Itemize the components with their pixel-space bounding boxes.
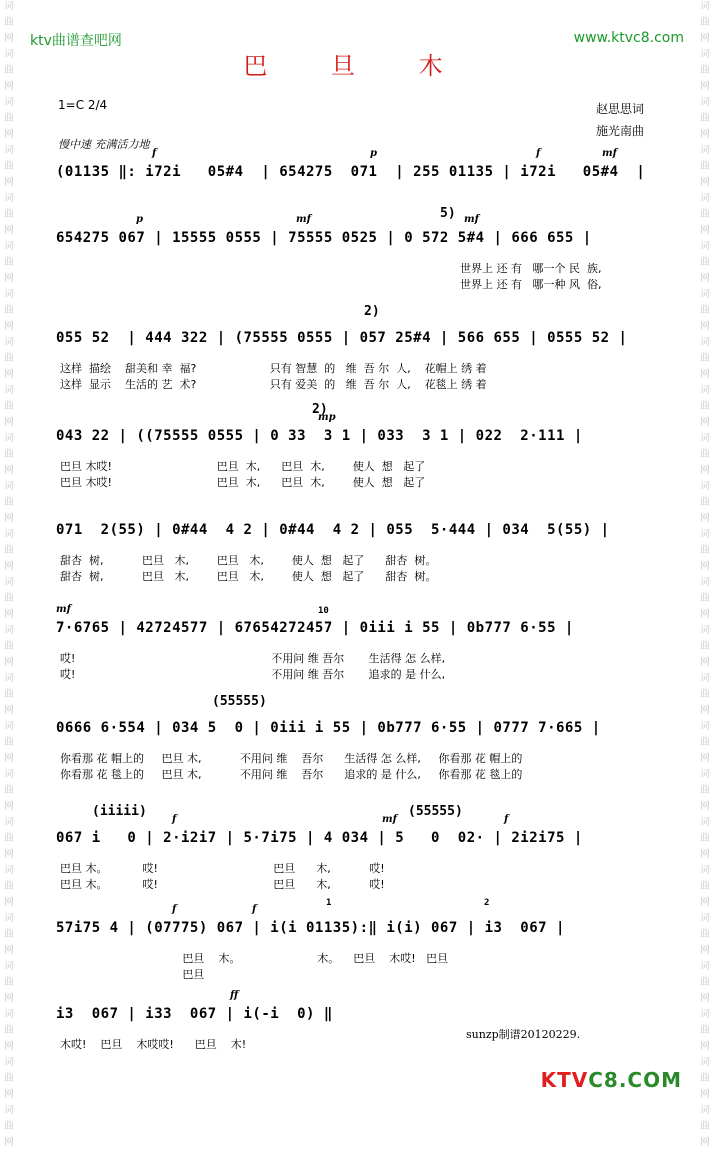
watermark-char: 网 [4, 1137, 14, 1148]
lyric-row: 这样 显示 生活的 艺 术? 只有 爱美 的 维 吾 尔 人, 花毯上 绣 着 [60, 378, 487, 391]
watermark-char: 曲 [4, 257, 14, 268]
watermark-char: 曲 [700, 353, 710, 364]
watermark-char: 网 [4, 849, 14, 860]
score-line [56, 898, 656, 981]
watermark-char: 词 [700, 337, 710, 348]
watermark-char: 词 [4, 433, 14, 444]
watermark-char: 网 [700, 705, 710, 716]
lyric-row: 甜杏 树, 巴旦 木, 巴旦 木, 使人 想 起了 甜杏 树。 [60, 554, 437, 567]
score-line [56, 804, 656, 891]
lyric-row: 哎! 不用问 维 吾尔 生活得 怎 么样, [60, 652, 446, 665]
watermark-char: 网 [700, 801, 710, 812]
watermark-char: 词 [700, 1105, 710, 1116]
watermark-char: 曲 [4, 305, 14, 316]
watermark-char: 曲 [700, 161, 710, 172]
watermark-char: 网 [700, 369, 710, 380]
notation-row: 654275 067 | 15555 0555 | 75555 0525 | 0 572 5#4 | 666 655 | [56, 230, 592, 246]
watermark-char: 词 [4, 1105, 14, 1116]
watermark-char: 网 [4, 561, 14, 572]
watermark-char: 词 [700, 817, 710, 828]
dynamic-marking: mf [56, 604, 71, 615]
dynamic-marking: mf [602, 148, 617, 159]
score-line [56, 694, 656, 781]
dynamic-marking: f [252, 904, 257, 915]
watermark-char: 网 [700, 33, 710, 44]
dynamic-marking: p [136, 214, 143, 225]
watermark-char: 词 [700, 433, 710, 444]
site-logo[interactable] [541, 1068, 682, 1092]
notation-row: 0666 6·554 | 034 5 0 | 0iii i 55 | 0b777 6·55 | 0777 7·665 | [56, 720, 601, 736]
watermark-char: 网 [4, 753, 14, 764]
watermark-char: 词 [4, 529, 14, 540]
lyric-row: 巴旦 木。 木。 巴旦 木哎! 巴旦 [60, 952, 449, 965]
bracket-annotation: (55555) [212, 694, 267, 709]
notation-row: 071 2(55) | 0#44 4 2 | 0#44 4 2 | 055 5·444 | 034 5(55) | [56, 522, 610, 538]
watermark-char: 曲 [4, 737, 14, 748]
watermark-char: 曲 [4, 449, 14, 460]
watermark-char: 曲 [4, 17, 14, 28]
watermark-char: 网 [700, 897, 710, 908]
watermark-char: 网 [4, 801, 14, 812]
watermark-char: 词 [700, 961, 710, 972]
site-url-right[interactable]: www.ktvc8.com [573, 30, 684, 46]
watermark-char: 词 [4, 913, 14, 924]
watermark-column-right [698, 0, 712, 1152]
lyric-row: 哎! 不用问 维 吾尔 追求的 是 什么, [60, 668, 446, 681]
watermark-char: 曲 [700, 545, 710, 556]
watermark-char: 词 [700, 385, 710, 396]
watermark-char: 词 [700, 1, 710, 12]
bracket-annotation: (55555) [408, 804, 463, 819]
watermark-char: 网 [700, 993, 710, 1004]
watermark-char: 曲 [700, 1073, 710, 1084]
watermark-char: 曲 [4, 1025, 14, 1036]
watermark-char: 词 [4, 145, 14, 156]
watermark-char: 曲 [4, 785, 14, 796]
watermark-char: 词 [4, 1057, 14, 1068]
watermark-char: 曲 [700, 1025, 710, 1036]
watermark-char: 词 [4, 577, 14, 588]
dynamic-marking: f [172, 814, 177, 825]
bracket-annotation: 2) [364, 304, 380, 319]
watermark-char: 网 [700, 1089, 710, 1100]
watermark-char: 词 [4, 769, 14, 780]
watermark-char: 曲 [700, 641, 710, 652]
key-signature: 1=C 2/4 [58, 98, 108, 112]
watermark-char: 曲 [700, 65, 710, 76]
watermark-char: 网 [4, 33, 14, 44]
watermark-char: 网 [700, 321, 710, 332]
watermark-char: 网 [700, 273, 710, 284]
watermark-char: 曲 [700, 689, 710, 700]
watermark-char: 网 [700, 1041, 710, 1052]
watermark-char: 曲 [4, 977, 14, 988]
logo-part-b: C8.COM [588, 1068, 682, 1092]
score-line [56, 148, 656, 180]
lyric-row: 世界上 还 有 哪一种 风 俗, [460, 278, 602, 291]
watermark-char: 曲 [700, 257, 710, 268]
watermark-char: 曲 [700, 17, 710, 28]
watermark-char: 词 [4, 1, 14, 12]
watermark-char: 曲 [4, 929, 14, 940]
watermark-char: 词 [700, 625, 710, 636]
watermark-char: 曲 [700, 929, 710, 940]
watermark-char: 网 [4, 705, 14, 716]
watermark-char: 网 [700, 225, 710, 236]
watermark-char: 曲 [700, 785, 710, 796]
watermark-char: 词 [4, 865, 14, 876]
watermark-char: 词 [4, 625, 14, 636]
watermark-char: 曲 [4, 545, 14, 556]
lyric-row: 这样 描绘 甜美和 幸 福? 只有 智慧 的 维 吾 尔 人, 花帽上 绣 着 [60, 362, 487, 375]
watermark-char: 词 [4, 673, 14, 684]
watermark-char: 曲 [700, 113, 710, 124]
dynamic-marking: ff [230, 990, 239, 1001]
lyric-row: 巴旦 木。 哎! 巴旦 木, 哎! [60, 862, 385, 875]
watermark-char: 词 [700, 97, 710, 108]
notation-row: (01135 ‖: i72i 05#4 | 654275 071 | 255 01135 | i72i 05#4 | [56, 164, 646, 180]
watermark-char: 词 [700, 1057, 710, 1068]
notation-row: 055 52 | 444 322 | (75555 0555 | 057 25#4 | 566 655 | 0555 52 | [56, 330, 628, 346]
lyric-row: 巴旦 木哎! 巴旦 木, 巴旦 木, 使人 想 起了 [60, 476, 426, 489]
notation-row: i3 067 | i33 067 | i(-i 0) ‖ [56, 1006, 333, 1022]
watermark-char: 词 [4, 1009, 14, 1020]
watermark-char: 词 [4, 721, 14, 732]
dynamic-marking: mf [464, 214, 479, 225]
bracket-annotation: 10 [318, 606, 329, 616]
watermark-char: 网 [4, 273, 14, 284]
watermark-char: 曲 [700, 401, 710, 412]
watermark-char: 曲 [700, 881, 710, 892]
watermark-char: 曲 [4, 641, 14, 652]
watermark-char: 曲 [700, 305, 710, 316]
watermark-char: 词 [4, 289, 14, 300]
watermark-char: 词 [700, 673, 710, 684]
watermark-char: 网 [4, 417, 14, 428]
watermark-char: 网 [4, 321, 14, 332]
watermark-char: 曲 [4, 353, 14, 364]
watermark-char: 曲 [4, 689, 14, 700]
watermark-char: 网 [4, 513, 14, 524]
score-line [56, 522, 656, 583]
watermark-char: 词 [4, 961, 14, 972]
watermark-char: 词 [4, 337, 14, 348]
watermark-char: 网 [700, 609, 710, 620]
watermark-char: 网 [4, 129, 14, 140]
volta-number: 1 [326, 898, 332, 908]
watermark-char: 词 [700, 289, 710, 300]
watermark-char: 曲 [700, 737, 710, 748]
watermark-char: 词 [700, 145, 710, 156]
watermark-char: 词 [700, 721, 710, 732]
lyric-row: 木哎! 巴旦 木哎哎! 巴旦 木! [60, 1038, 247, 1051]
watermark-char: 曲 [4, 881, 14, 892]
dynamic-marking: p [370, 148, 377, 159]
bracket-annotation: (iiiii) [92, 804, 147, 819]
dynamic-marking: mf [296, 214, 311, 225]
watermark-char: 网 [700, 513, 710, 524]
watermark-column-left [2, 0, 16, 1152]
watermark-char: 曲 [4, 1073, 14, 1084]
watermark-char: 词 [4, 97, 14, 108]
watermark-char: 词 [4, 385, 14, 396]
watermark-char: 曲 [4, 65, 14, 76]
watermark-char: 网 [4, 1041, 14, 1052]
watermark-char: 词 [700, 49, 710, 60]
watermark-char: 网 [4, 609, 14, 620]
watermark-char: 曲 [700, 1121, 710, 1132]
watermark-char: 词 [4, 241, 14, 252]
watermark-char: 曲 [4, 1121, 14, 1132]
watermark-char: 词 [700, 769, 710, 780]
watermark-char: 网 [700, 753, 710, 764]
watermark-char: 曲 [4, 209, 14, 220]
watermark-char: 曲 [4, 161, 14, 172]
dynamic-marking: mf [382, 814, 397, 825]
watermark-char: 词 [700, 865, 710, 876]
lyric-row: 世界上 还 有 哪一个 民 族, [460, 262, 602, 275]
watermark-char: 网 [4, 657, 14, 668]
watermark-char: 曲 [700, 209, 710, 220]
watermark-char: 网 [4, 1089, 14, 1100]
watermark-char: 网 [4, 465, 14, 476]
watermark-char: 曲 [4, 401, 14, 412]
transcriber-credit: sunzp制谱20120229. [466, 1028, 581, 1041]
watermark-char: 曲 [700, 593, 710, 604]
watermark-char: 词 [4, 49, 14, 60]
notation-row: 57i75 4 | (07775) 067 | i(i 01135):‖ i(i) 067 | i3 067 | [56, 920, 565, 936]
watermark-char: 曲 [4, 497, 14, 508]
volta-number: 2 [484, 898, 490, 908]
watermark-char: 网 [4, 945, 14, 956]
watermark-char: 词 [700, 1009, 710, 1020]
watermark-char: 网 [4, 225, 14, 236]
bracket-annotation: 2) [312, 402, 328, 417]
watermark-char: 网 [700, 945, 710, 956]
watermark-char: 曲 [700, 449, 710, 460]
watermark-char: 词 [700, 913, 710, 924]
song-title: 巴 旦 木 [243, 52, 471, 80]
watermark-char: 网 [4, 369, 14, 380]
watermark-char: 词 [4, 817, 14, 828]
watermark-char: 网 [700, 849, 710, 860]
dynamic-marking: f [172, 904, 177, 915]
watermark-char: 词 [4, 481, 14, 492]
watermark-char: 词 [700, 577, 710, 588]
score-line [56, 304, 656, 391]
site-name-left[interactable]: ktv曲谱查吧网 [30, 33, 122, 49]
lyric-row: 巴旦 [60, 968, 205, 981]
lyric-row: 巴旦 木。 哎! 巴旦 木, 哎! [60, 878, 385, 891]
notation-row: 043 22 | ((75555 0555 | 0 33 3 1 | 033 3 1 | 022 2·111 | [56, 428, 583, 444]
watermark-char: 词 [700, 241, 710, 252]
watermark-char: 网 [700, 417, 710, 428]
watermark-char: 网 [700, 129, 710, 140]
composer: 施光南曲 [595, 124, 644, 138]
bracket-annotation: 5) [440, 206, 456, 221]
watermark-char: 网 [4, 177, 14, 188]
watermark-char: 词 [4, 193, 14, 204]
notation-row: 7·6765 | 42724577 | 67654272457 | 0iii i 55 | 0b777 6·55 | [56, 620, 574, 636]
watermark-char: 网 [700, 1137, 710, 1148]
watermark-char: 网 [700, 561, 710, 572]
dynamic-marking: f [504, 814, 509, 825]
watermark-char: 网 [700, 465, 710, 476]
watermark-char: 网 [4, 897, 14, 908]
lyric-row: 巴旦 木哎! 巴旦 木, 巴旦 木, 使人 想 起了 [60, 460, 426, 473]
watermark-char: 网 [700, 81, 710, 92]
dynamic-marking: f [152, 148, 157, 159]
watermark-char: 曲 [4, 113, 14, 124]
notation-row: 067 i 0 | 2·i2i7 | 5·7i75 | 4 034 | 5 0 02· | 2i2i75 | [56, 830, 583, 846]
watermark-char: 词 [700, 529, 710, 540]
score-line [56, 402, 656, 489]
watermark-char: 网 [700, 657, 710, 668]
dynamic-marking: mp [318, 412, 336, 423]
watermark-char: 词 [700, 481, 710, 492]
lyricist: 赵思思词 [595, 102, 644, 116]
lyric-row: 你看那 花 帽上的 巴旦 木, 不用问 维 吾尔 生活得 怎 么样, 你看那 花 帽上的 [60, 752, 523, 765]
watermark-char: 网 [700, 177, 710, 188]
lyric-row: 你看那 花 毯上的 巴旦 木, 不用问 维 吾尔 追求的 是 什么, 你看那 花 毯上的 [60, 768, 523, 781]
watermark-char: 曲 [4, 833, 14, 844]
watermark-char: 词 [700, 193, 710, 204]
watermark-char: 网 [4, 81, 14, 92]
score-line [56, 604, 656, 681]
logo-part-a: KTV [540, 1068, 589, 1092]
score-line [56, 206, 656, 291]
lyric-row: 甜杏 树, 巴旦 木, 巴旦 木, 使人 想 起了 甜杏 树。 [60, 570, 437, 583]
watermark-char: 网 [4, 993, 14, 1004]
watermark-char: 曲 [700, 977, 710, 988]
dynamic-marking: f [536, 148, 541, 159]
tempo-marking: 慢中速 充满活力地 [58, 138, 150, 151]
watermark-char: 曲 [700, 497, 710, 508]
watermark-char: 曲 [700, 833, 710, 844]
watermark-char: 曲 [4, 593, 14, 604]
